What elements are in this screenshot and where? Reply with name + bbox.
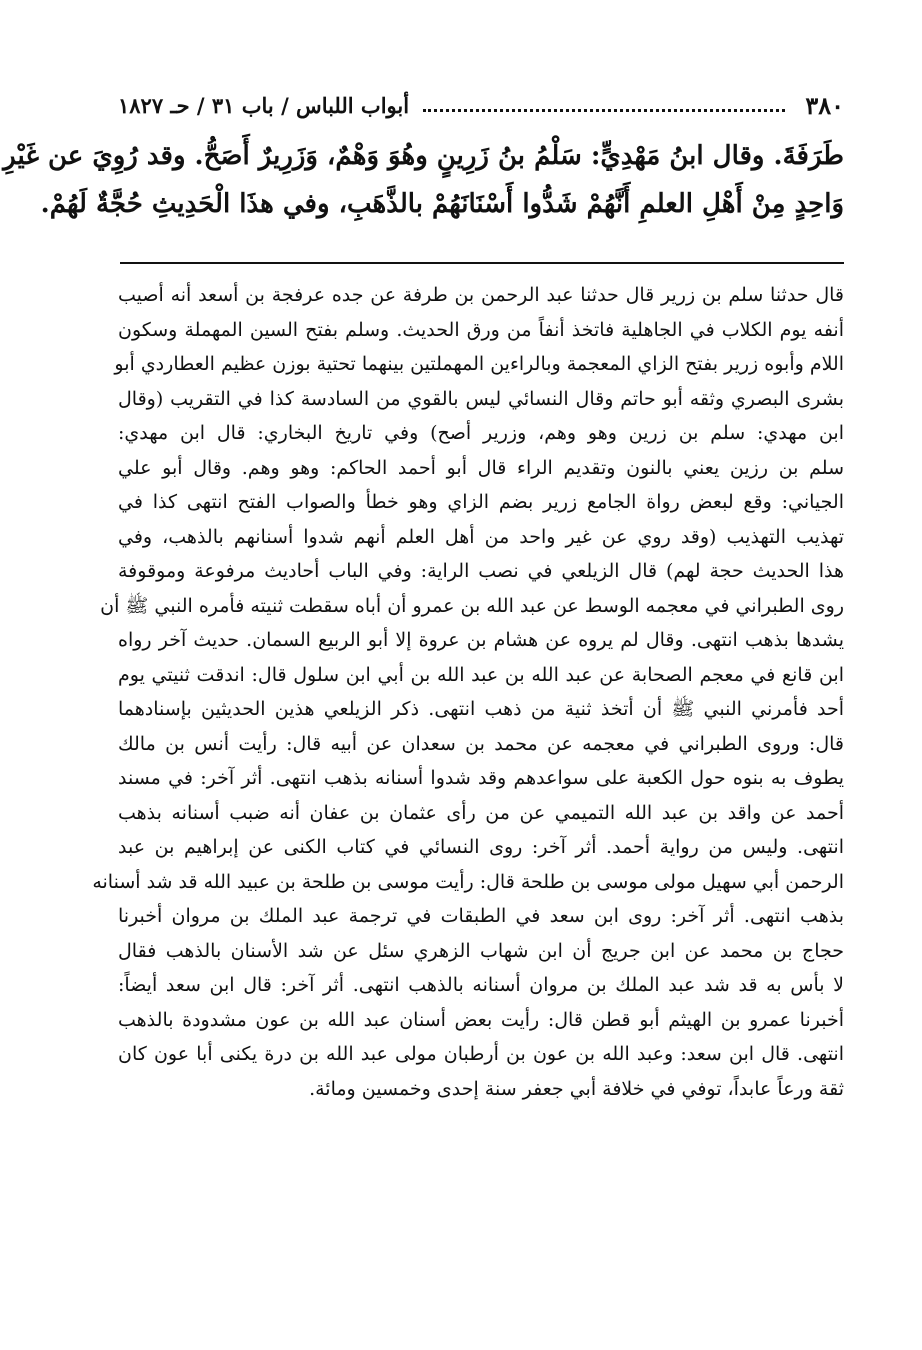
hadith-text — [3, 132, 844, 228]
commentary-line: قال: وروى الطبراني في معجمه عن محمد بن سعدان عن أبيه قال: رأيت أنس بن مالك — [118, 732, 844, 755]
commentary-line: حجاج بن محمد عن ابن جريج أن ابن شهاب الزهري سئل عن شد الأسنان بالذهب فقال — [118, 939, 844, 962]
commentary-line: الجياني: وقع لبعض رواة الجامع زرير بضم الزاي وهو خطأ والصواب الفتح انتهى كذا في — [118, 491, 844, 513]
page-number: ٣٨٠ — [805, 90, 844, 120]
commentary-line: أحمد عن واقد بن عبد الله التميمي عن من رأى عثمان بن عفان أنه ضبب أسنانه بذهب — [118, 801, 844, 824]
commentary-line: يطوف به بنوه حول الكعبة على سواعدهم وقد شدوا أسنانه بذهب انتهى. أثر آخر: في مسند — [118, 767, 844, 789]
commentary-line: اللام وأبوه زرير بفتح الزاي المعجمة وبالراءين المهملتين بينهما تحتية بوزن عظيم العطاردي أبو — [114, 353, 844, 375]
commentary-line: بشرى البصري وثقه أبو حاتم وقال النسائي ليس بالقوي من السادسة كذا في التقريب (وقال — [118, 387, 844, 410]
commentary-line: أنفه يوم الكلاب في الجاهلية فاتخذ أنفاً من ورق الحديث. وسلم بفتح السين المهملة وسكون — [118, 318, 844, 341]
commentary-line: أحد فأمرني النبي ﷺ أن أتخذ ثنية من ذهب انتهى. ذكر الزيلعي هذين الحديثين بإسنادهما — [118, 698, 844, 720]
header-title: أبواب اللباس / باب ٣١ / حـ ١٨٢٧ — [118, 92, 410, 118]
commentary-line: لا بأس به قد شد عبد الملك بن مروان أسنانه بالذهب انتهى. أثر آخر: قال ابن سعد أيضاً: — [118, 974, 844, 996]
commentary-line: ابن قانع في معجم الصحابة عن عبد الله بن عبد الله بن أبي ابن سلول قال: اندقت ثنيتي يوم — [118, 663, 844, 686]
commentary-line: يشدها بذهب انتهى. وقال لم يروه عن هشام بن عروة إلا أبو الربيع السمان. حديث آخر رواه — [118, 629, 844, 651]
commentary-line: روى الطبراني في معجمه الوسط عن عبد الله بن عمرو أن أباه سقطت ثنيته فأمره النبي ﷺ أن — [100, 594, 844, 617]
commentary-line: انتهى. قال ابن سعد: وعبد الله بن عون بن أرطبان مولى عبد الله بن درة يكنى أبا عون كان — [118, 1043, 844, 1065]
commentary-line: تهذيب التهذيب (وقد روي عن غير واحد من أهل العلم أنهم شدوا أسنانهم بالذهب، وفي — [118, 525, 844, 548]
hadith-line: طَرَفَةَ. وقال ابنُ مَهْدِيٍّ: سَلْمُ بنُ زَرِينٍ وهُوَ وَهْمٌ، وَزَرِيرٌ أَصَحُّ. وقد رُوِيَ عن غَيْرِ — [3, 141, 844, 171]
commentary-line: الرحمن أبي سهيل مولى موسى بن طلحة قال: رأيت موسى بن طلحة بن عبيد الله قد شد أسنانه — [92, 870, 844, 893]
commentary-line: أخبرنا عمرو بن الهيثم أبو قطن قال: رأيت بعض أسنان عبد الله بن عون مشدودة بالذهب — [118, 1008, 844, 1031]
hadith-line: وَاحِدٍ مِنْ أَهْلِ العلمِ أَنَّهُمْ شَدُّوا أَسْنَانَهُمْ بالذَّهَبِ، وفي هذَا الْحَدِيثِ حُجَّةٌ لَهُمْ. — [40, 189, 844, 219]
running-header — [118, 88, 844, 122]
commentary-line: سلم بن رزين يعني بالنون وتقديم الراء قال أبو أحمد الحاكم: وهو وهم. وقال أبو علي — [118, 456, 844, 479]
commentary-line: انتهى. وليس من رواية أحمد. أثر آخر: روى النسائي في كتاب الكنى عن إبراهيم بن عبد — [118, 836, 844, 858]
commentary-text — [92, 278, 844, 1106]
commentary-line: قال حدثنا سلم بن زرير قال حدثنا عبد الرحمن بن طرفة عن جده عرفجة بن أسعد أنه أصيب — [118, 284, 844, 306]
header-leader-dots — [423, 109, 785, 112]
commentary-line: ابن مهدي: سلم بن زرين وهو وهم، وزرير أصح) وفي تاريخ البخاري: قال ابن مهدي: — [118, 422, 844, 444]
commentary-line: بذهب انتهى. أثر آخر: روى ابن سعد في الطبقات في ترجمة عبد الملك بن مروان أخبرنا — [118, 905, 844, 927]
footnote-separator — [120, 262, 844, 264]
commentary-line: ثقة ورعاً عابداً، توفي في خلافة أبي جعفر سنة إحدى وخمسين ومائة. — [309, 1077, 844, 1100]
commentary-line: هذا الحديث حجة لهم) قال الزيلعي في نصب الراية: وفي الباب أحاديث مرفوعة وموقوفة — [118, 560, 844, 582]
